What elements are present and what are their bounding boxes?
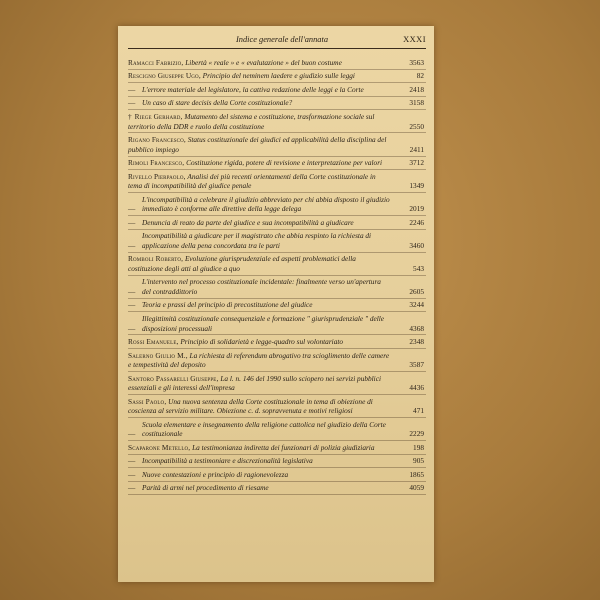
entry-text bbox=[142, 420, 398, 439]
entry-page-number: 4436 bbox=[409, 383, 424, 393]
entry-text bbox=[142, 470, 398, 480]
entry-title: La testimonianza indiretta dei funzionari di polizia giudiziaria bbox=[192, 442, 375, 452]
index-entry bbox=[128, 98, 426, 110]
entry-title: L'incompatibilità a celebrare il giudizio abbreviato per chi abbia disposto il giudizio immediato è conforme alle direttive della legge delega bbox=[142, 194, 390, 214]
index-entry bbox=[128, 456, 426, 468]
entry-marker: — bbox=[128, 469, 136, 479]
index-entry bbox=[128, 112, 426, 133]
entry-page-number: 82 bbox=[416, 71, 424, 81]
entry-marker: — bbox=[128, 240, 136, 250]
entry-text bbox=[128, 58, 398, 68]
index-entry bbox=[128, 135, 426, 156]
entry-title: Nuove contestazioni e principio di ragionevolezza bbox=[142, 469, 289, 479]
entry-author: Rivello Pierpaolo, bbox=[128, 171, 186, 181]
entry-title: La l. n. 146 del 1990 sullo sciopero nei servizi pubblici essenziali e gli interessi dell'impresa bbox=[128, 373, 381, 393]
entry-marker: — bbox=[128, 286, 136, 296]
index-entry bbox=[128, 85, 426, 97]
entry-text bbox=[142, 456, 398, 466]
index-entry bbox=[128, 443, 426, 455]
entry-page-number: 2411 bbox=[409, 144, 424, 154]
entry-title: Una nuova sentenza della Corte costituzionale in tema di obiezione di coscienza al servizio militare. Obiezione c. d. sopravvenuta e motivi religiosi bbox=[128, 396, 373, 416]
entry-page-number: 905 bbox=[413, 456, 424, 466]
index-entry bbox=[128, 218, 426, 230]
entry-page-number: 2550 bbox=[409, 121, 424, 131]
index-entry bbox=[128, 195, 426, 216]
entry-text bbox=[142, 300, 398, 310]
entry-page-number: 198 bbox=[413, 442, 424, 452]
entry-text bbox=[142, 85, 398, 95]
entry-text bbox=[128, 397, 398, 416]
index-entry bbox=[128, 277, 426, 298]
entry-title: Incompatibilità a giudicare per il magistrato che abbia respinto la richiesta di applicazione della pena concordata tra le parti bbox=[142, 231, 372, 250]
entry-author: Sassi Paolo, bbox=[128, 396, 167, 406]
entry-author: Rigano Francesco, bbox=[128, 135, 186, 145]
entry-cross-marker: † bbox=[128, 111, 132, 121]
entry-marker: — bbox=[128, 204, 136, 214]
running-header bbox=[128, 32, 426, 49]
entry-text bbox=[142, 314, 398, 333]
entry-page-number: 3712 bbox=[409, 158, 424, 168]
entry-text bbox=[128, 443, 398, 453]
entry-title: L'intervento nel processo costituzionale incidentale: finalmente verso un'apertura del contraddittorio bbox=[142, 277, 381, 296]
entry-text bbox=[142, 98, 398, 108]
entry-page-number: 1865 bbox=[409, 469, 424, 479]
entry-marker: — bbox=[128, 217, 136, 227]
index-list bbox=[128, 58, 426, 497]
entry-text bbox=[128, 112, 398, 131]
index-entry bbox=[128, 71, 426, 83]
entry-page-number: 3244 bbox=[409, 300, 424, 310]
entry-page-number: 2019 bbox=[409, 204, 424, 214]
entry-page-number: 2605 bbox=[409, 286, 424, 296]
entry-marker: — bbox=[128, 98, 136, 108]
entry-text bbox=[128, 158, 398, 168]
entry-page-number: 3158 bbox=[409, 98, 424, 108]
entry-text bbox=[142, 277, 398, 296]
entry-page-number: 2348 bbox=[409, 337, 424, 347]
entry-title: Teoria e prassi del principio di precostituzione del giudice bbox=[142, 300, 313, 310]
entry-title: Parità di armi nel procedimento di riesame bbox=[142, 483, 269, 493]
entry-title: La richiesta di referendum abrogativo tra scioglimento delle camere e tempestività del deposito bbox=[128, 350, 390, 370]
entry-title: Costituzione rigida, potere di revisione e interpretazione per valori bbox=[186, 158, 383, 168]
entry-text bbox=[142, 218, 398, 228]
entry-author: Santoro Passarelli Giuseppe, bbox=[128, 373, 219, 383]
entry-text bbox=[142, 483, 398, 493]
entry-title: Un caso di stare decisis della Corte costituzionale? bbox=[142, 98, 293, 108]
entry-page-number: 4059 bbox=[409, 483, 424, 493]
entry-title: Illegittimità costituzionale consequenziale e formazione " giurisprudenziale " delle disposizioni processuali bbox=[142, 313, 385, 333]
entry-page-number: 543 bbox=[413, 263, 424, 273]
entry-author: Romboli Roberto, bbox=[128, 254, 184, 264]
entry-marker: — bbox=[128, 456, 136, 466]
entry-page-number: 1349 bbox=[409, 181, 424, 191]
entry-page-number: 3460 bbox=[409, 240, 424, 250]
entry-marker: — bbox=[128, 300, 136, 310]
entry-page-number: 4368 bbox=[409, 323, 424, 333]
entry-author: Rossi Emanuele, bbox=[128, 337, 179, 347]
entry-text bbox=[128, 172, 398, 191]
header-page-number: XXXI bbox=[403, 35, 426, 44]
index-entry bbox=[128, 351, 426, 372]
entry-page-number: 2246 bbox=[409, 217, 424, 227]
entry-author: Salerno Giulio M., bbox=[128, 350, 188, 360]
document-page bbox=[118, 26, 434, 582]
index-entry bbox=[128, 172, 426, 193]
entry-marker: — bbox=[128, 323, 136, 333]
entry-title: L'errore materiale del legislatore, la cattiva redazione delle leggi e la Corte bbox=[142, 84, 364, 94]
header-title: Indice generale dell'annata bbox=[235, 35, 329, 44]
entry-title: Principio del neminem laedere e giudizio sulle leggi bbox=[202, 71, 355, 81]
entry-title: Scuola elementare e insegnamento della religione cattolica nel giudizio della Corte costituzionale bbox=[142, 419, 386, 439]
entry-page-number: 2418 bbox=[409, 84, 424, 94]
entry-text bbox=[142, 195, 398, 214]
entry-title: Evoluzione giurisprudenziale ed aspetti problematici della costituzione degli atti al giudice a quo bbox=[128, 254, 356, 273]
entry-title: Libertà « reale » e « evalutazione » del buon costume bbox=[185, 58, 342, 67]
entry-author: Ramacci Fabrizio, bbox=[128, 58, 184, 67]
index-entry bbox=[128, 337, 426, 349]
entry-text bbox=[128, 374, 398, 393]
entry-author: Scaparone Metello, bbox=[128, 442, 191, 452]
entry-title: Status costituzionale dei giudici ed applicabilità della disciplina del pubblico impiego bbox=[128, 135, 387, 154]
index-entry bbox=[128, 254, 426, 275]
entry-title: Incompatibilità a testimoniare e discrezionalità legislativa bbox=[142, 456, 313, 466]
entry-text bbox=[128, 71, 398, 81]
entry-page-number: 2229 bbox=[409, 429, 424, 439]
index-entry bbox=[128, 58, 426, 70]
entry-marker: — bbox=[128, 429, 136, 439]
index-entry bbox=[128, 397, 426, 418]
entry-marker: — bbox=[128, 84, 136, 94]
entry-marker: — bbox=[128, 483, 136, 493]
entry-title: Denuncia di reato da parte del giudice e sua incompatibilità a giudicare bbox=[142, 217, 354, 227]
index-entry bbox=[128, 300, 426, 312]
entry-text bbox=[128, 337, 398, 347]
entry-author: Rescigno Giuseppe Ugo, bbox=[128, 71, 201, 81]
entry-page-number: 3563 bbox=[409, 58, 424, 67]
entry-text bbox=[128, 135, 398, 154]
index-entry bbox=[128, 231, 426, 252]
index-entry bbox=[128, 470, 426, 482]
index-entry bbox=[128, 314, 426, 335]
entry-title: Analisi dei più recenti orientamenti della Corte costituzionale in tema di incompatibilità del giudice penale bbox=[128, 171, 376, 191]
entry-text bbox=[128, 254, 398, 273]
entry-text bbox=[142, 231, 398, 250]
index-entry bbox=[128, 374, 426, 395]
entry-text bbox=[128, 351, 398, 370]
index-entry bbox=[128, 420, 426, 441]
entry-page-number: 471 bbox=[413, 406, 424, 416]
index-entry bbox=[128, 483, 426, 495]
index-entry bbox=[128, 158, 426, 170]
entry-author: Rimoli Francesco, bbox=[128, 158, 185, 168]
entry-title: Principio di solidarietà e legge-quadro sul volontariato bbox=[180, 337, 344, 347]
entry-page-number: 3587 bbox=[409, 360, 424, 370]
entry-title: Mutamento del sistema e costituzione, trasformazione sociale sul territorio della DDR e ruolo della costituzione bbox=[128, 111, 375, 131]
entry-author: Riege Gerhard, bbox=[134, 111, 183, 121]
